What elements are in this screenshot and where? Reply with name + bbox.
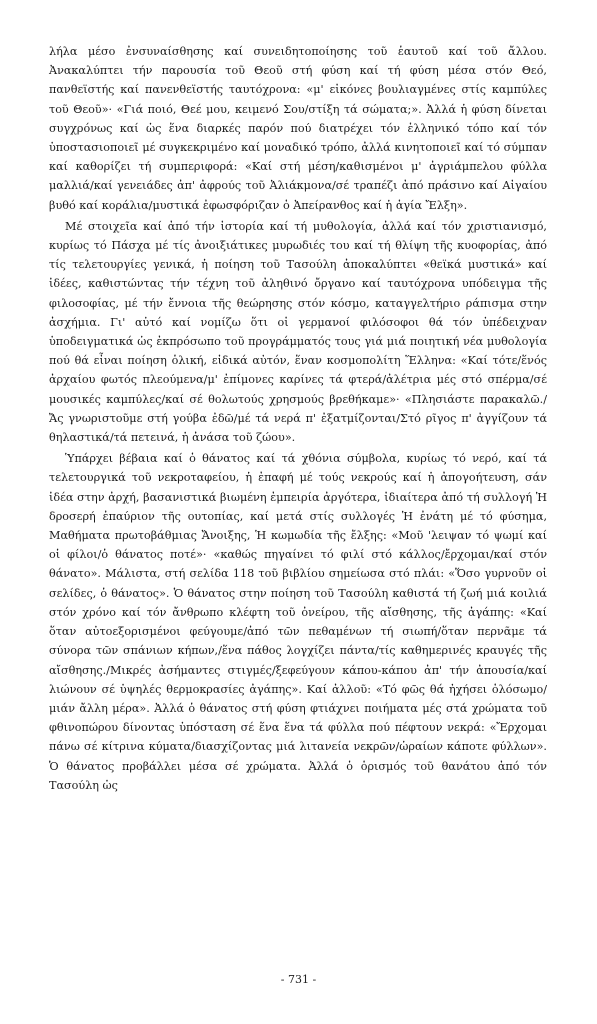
page-number: - 731 - — [280, 973, 317, 986]
paragraph-2: Μέ στοιχεῖα καί ἀπό τήν ἱστορία καί τή μυθολογία, ἀλλά καί τόν χριστιανισμό, κυρίως τό Πάσχα μέ τίς ἀνοιξιάτικες μυρωδιές του καί τή θλίψη τῆς κυοφορίας, ἀπό τίς τελετουργίες γενικά, ἡ ποίηση τοῦ Τασούλη ἀποκαλύπτει «θεϊκά μυστικά» καί ἰδέες, καθιστώντας τήν τέχνη τοῦ ἀληθινό ὄργανο καί ταυτόχρονα υπόδειγμα τῆς φιλοσοφίας, μέ τήν ἔννοια τῆς θεώρησης στόν κόσμο, καταγγελτήριο ράπισμα στην ἀσχήμια. Γι' αὐτό καί νομίζω ὅτι οἱ γερμανοί φιλόσοφοι θά τόν ὑπέδειχναν ὑποδειγματικά ὡς ἐκπρόσωπο τοῦ προγράμματός τους γιά μιά ποιητική νέα μυθολογία πού θά εἶναι ποίηση ὁλική, εἰδικά αὐτόν, ἕναν κοσμοπολίτη Ἕλληνα: «Καί τότε/ἕνός ἀρχαίου φωτός πλεούμενα/μ' ἐπίμονες καρίνες τά φτερά/ἀλέτρια μές στό σπέρμα/σέ μουσικές καμπύλες/καί σέ θολωτούς χρησμούς βρεθήκαμε»· «Πλησιάστε παρακαλῶ./Ἄς γνωριστοῦμε στή γούβα ἐδῶ/μέ τά νερά π' ἐξατμίζονται/Στό ρῖγος π' ἀγγίζουν τά θηλαστικά/τά πετεινά, ἡ ἀνάσα τοῦ ζώου». — [49, 219, 547, 445]
paragraph-3: Ὑπάρχει βέβαια καί ὁ θάνατος καί τά χθόνια σύμβολα, κυρίως τό νερό, καί τά τελετουργικά τοῦ νεκροταφείου, ἡ ἐπαφή μέ τούς νεκρούς καί ἡ ἀπογοήτευση, σάν ἰδέα στην ἀρχή, βασανιστικά βιωμένη ἐμπειρία ἀργότερα, ἰδιαίτερα ἀπό τή συλλογή Ἡ δροσερή ἐπαύριον τῆς ουτοπίας, καί μετά στίς συλλογές Ἡ ἐνάτη μέ τό φύσημα, Μαθήματα πρωτοβάθμιας Ἄνοιξης, Ἡ κωμωδία τῆς ἔλξης: «Μοῦ 'λειψαν τό ψωμί καί οἱ φίλοι/ὁ θάνατος ποτέ»· «καθώς πηγαίνει τό φιλί στό κάλλος/ἔρχομαι/καί στόν θάνατο». Μάλιστα, στή σελίδα 118 τοῦ βιβλίου σημείωσα στό πλάι: «Ὅσο γυρνοῦν οἱ σελίδες, ὁ θάνατος». Ὁ θάνατος στην ποίηση τοῦ Τασούλη καθιστά τή ζωή μιά κοιλιά στόν χρόνο καί τόν ἄνθρωπο κλέφτη τοῦ ὀνείρου, τῆς αἴσθησης, τῆς ἀγάπης: «Καί ὅταν αὐτοεξορισμένοι φεύγουμε/ἀπό τῶν πεθαμένων τή σιωπή/ὅταν περνᾶμε τά σύνορα τῶν σπάνιων κήπων,/ἕνα πάθος λογχίζει πάντα/τίς καθημερινές κραυγές τῆς αἴσθησης./Μικρές ἀσήμαντες στιγμές/ξεφεύγουν κάπου-κάπου ἀπ' τήν ἀπουσία/καί λιώνουν σέ ὑψηλές θερμοκρασίες ἀγάπης». Καί ἀλλοῦ: «Τό φῶς θά ἠχήσει ὁλόσωμο/μιάν ἄλλη μέρα». Ἀλλά ὁ θάνατος στή φύση φτιάχνει ποιήματα μές στά χρώματα τοῦ φθινοπώρου δίνοντας ὑπόσταση σέ ἕνα ἕνα τά φύλλα πού πέφτουν νεκρά: «Ἔρχομαι πάνω σέ κίτρινα κύματα/διασχίζοντας μιά λιτανεία νεκρῶν/ὡραίων κάποτε φύλλων». Ὁ θάνατος προβάλλει μέσα σέ χρώματα. Ἀλλά ὁ ὁρισμός τοῦ θανάτου ἀπό τόν Τασούλη ὡς — [49, 452, 547, 792]
page-body — [49, 42, 547, 795]
paragraph-1: λήλα μέσο ἐνσυναίσθησης καί συνειδητοποίησης τοῦ ἑαυτοῦ καί τοῦ ἄλλου. Ἀνακαλύπτει τήν παρουσία τοῦ Θεοῦ στή φύση καί τή φύση μέσα στόν Θεό, πανθεϊστής καί πανενθεϊστής ταυτόχρονα: «μ' εἰκόνες βουλιαγμένες στίς καμπύλες τοῦ Θεοῦ»· «Γιά ποιό, Θεέ μου, κειμενό Σου/στίξη τά σώματα;». Ἀλλά ἡ φύση δίνεται συγχρόνως καί ὡς ἕνα διαρκές παρόν πού διατρέχει τόν ἑλληνικό τόπο καί τόν ὑποστασιοποιεῖ μέ συγκεκριμένο καί μοναδικό τρόπο, ἀλλά κινητοποιεῖ καί τό σύμπαν καί καθορίζει τή συμπεριφορά: «Καί στή μέση/καθισμένοι μ' ἀγριάμπελου φύλλα μαλλιά/καί γενειάδες ἀπ' ἀφρούς τοῦ Ἀλιάκμονα/σέ τραπέζι ἀπό πράσινο καί Αἰγαίου βυθό καί κοράλια/μυστικά ἐφωσφόριζαν ὁ Ἀπείρανθος καί ἡ ἁγία Ἔλξη». — [49, 45, 547, 212]
